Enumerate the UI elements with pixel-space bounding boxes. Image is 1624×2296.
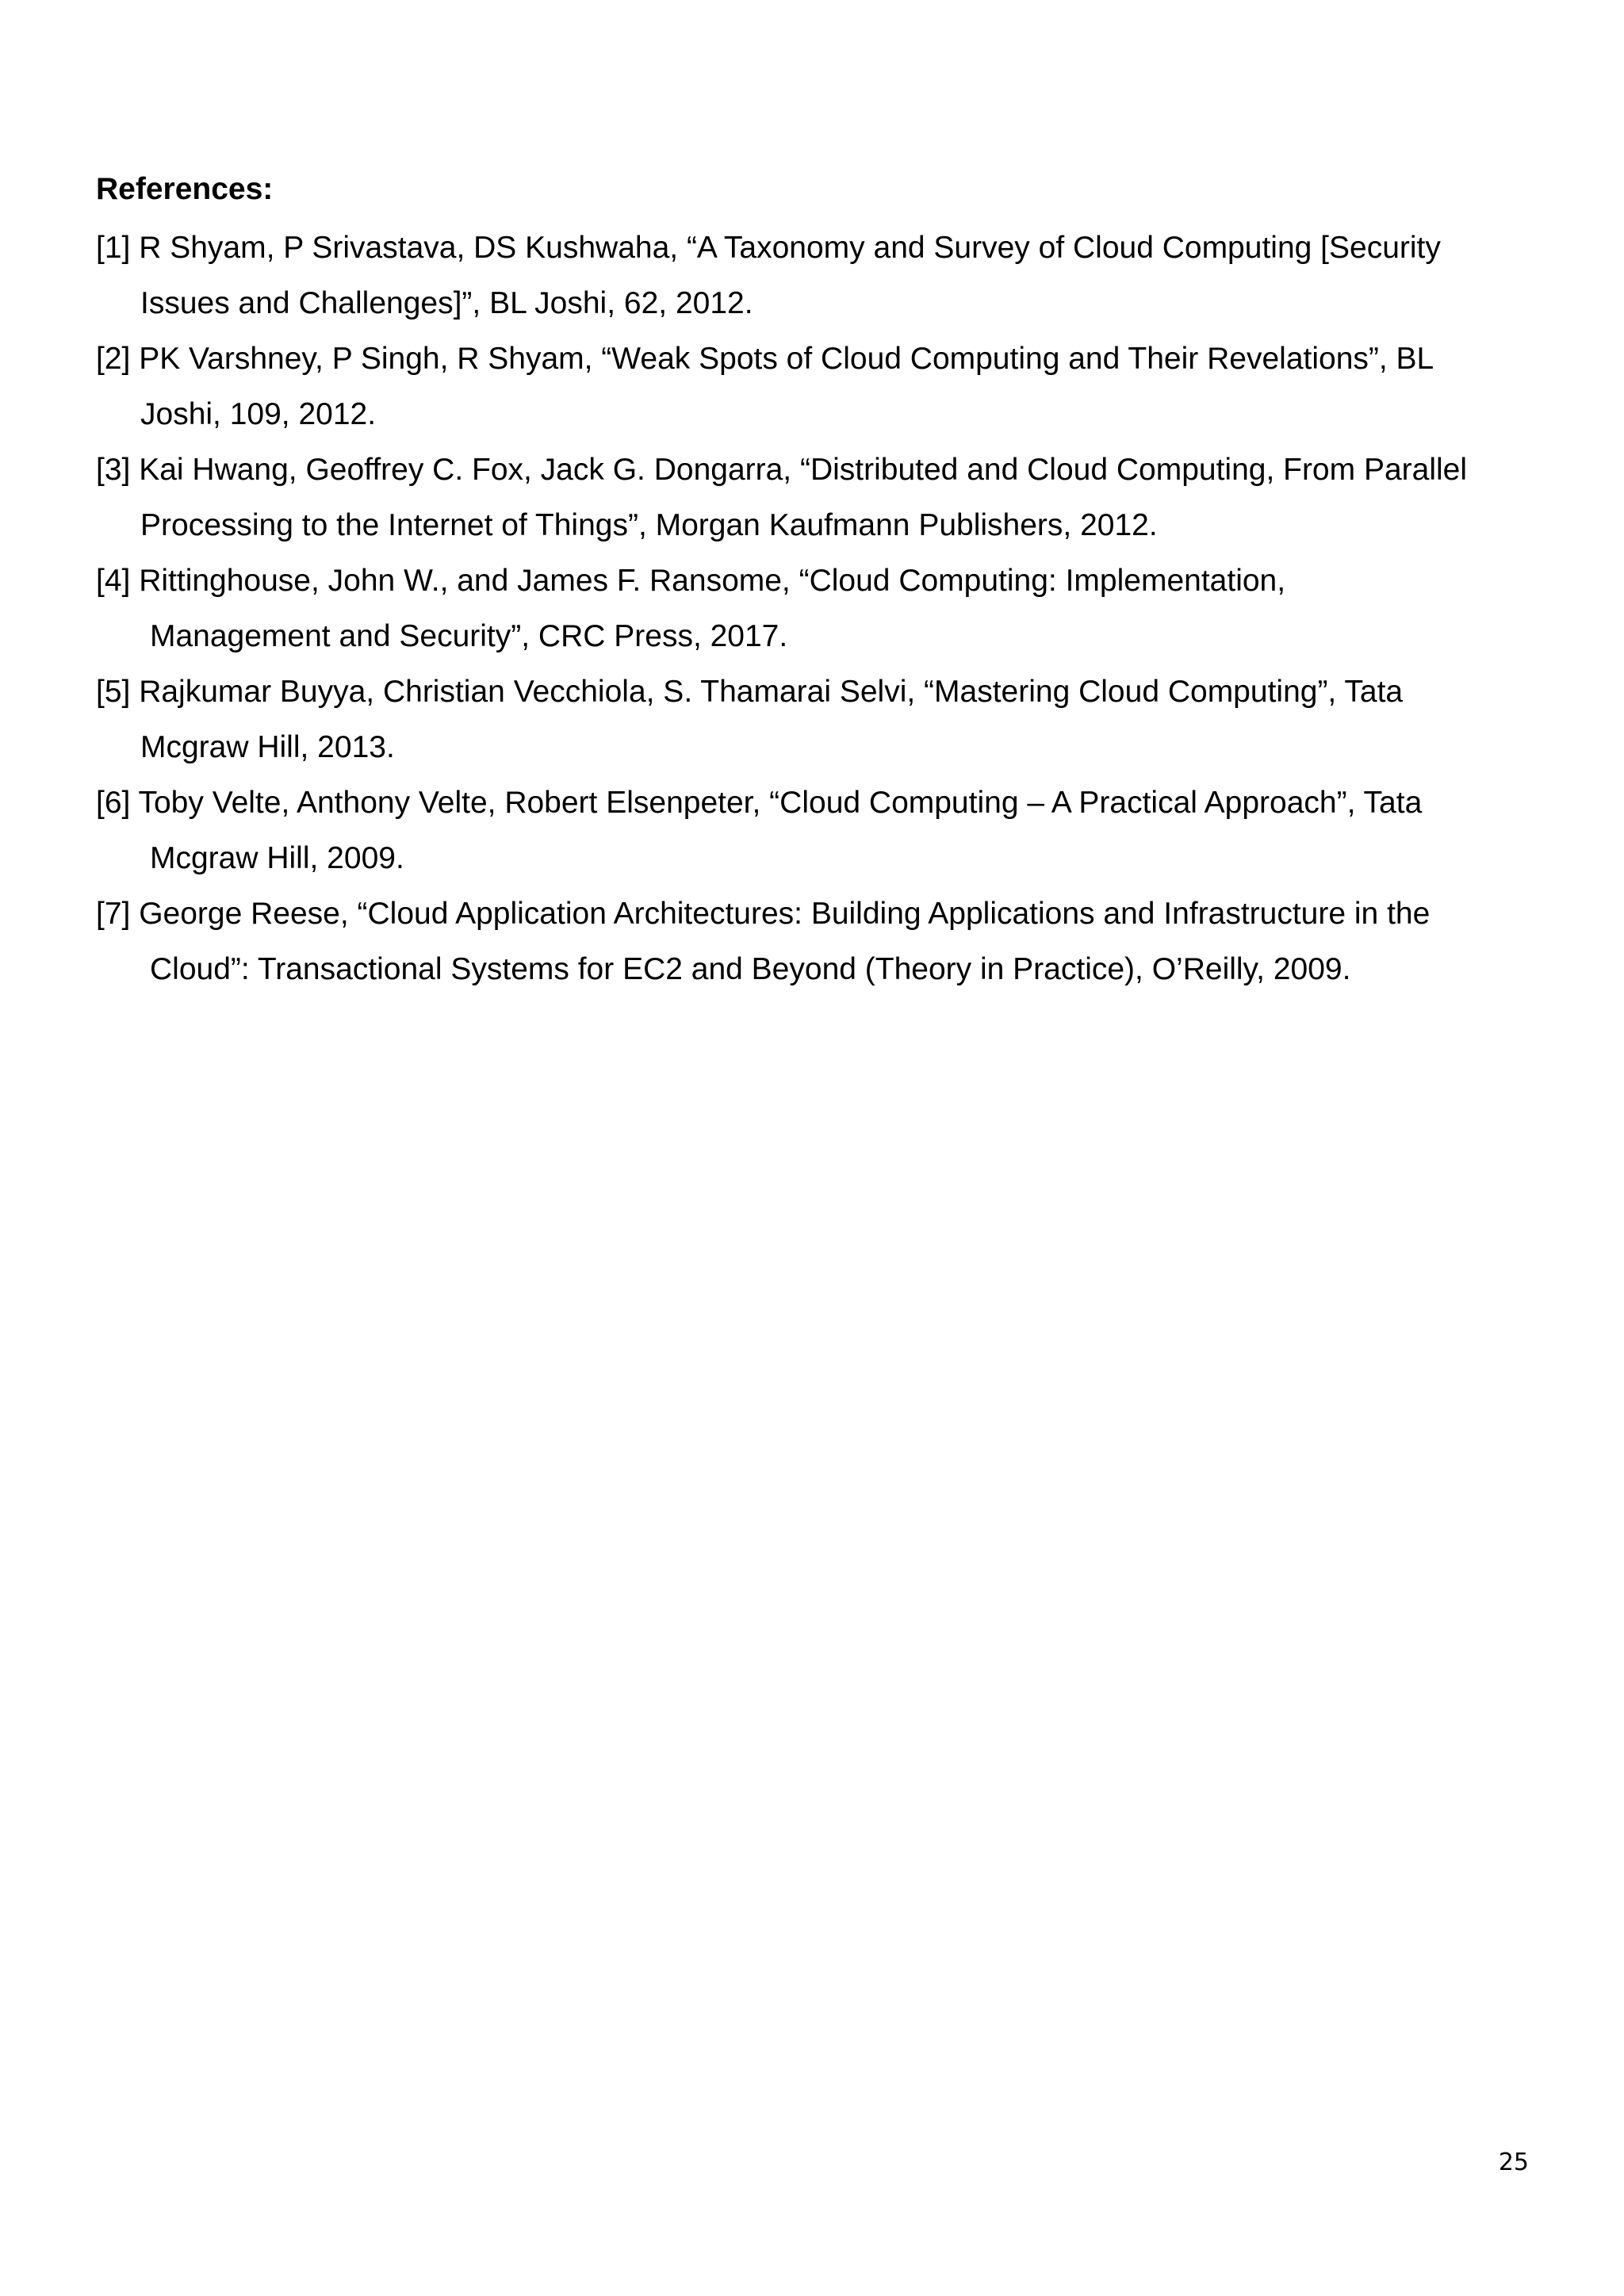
reference-line-continuation: Joshi, 109, 2012.: [140, 397, 377, 431]
reference-list: [96, 220, 1555, 997]
reference-line-continuation: Cloud”: Transactional Systems for EC2 and Beyond (Theory in Practice), O’Reilly, 2009.: [150, 952, 1351, 986]
reference-line: [7] George Reese, “Cloud Application Architectures: Building Applications and Infrastructure in the: [96, 897, 1431, 931]
reference-line: [5] Rajkumar Buyya, Christian Vecchiola, S. Thamarai Selvi, “Mastering Cloud Computing”, Tata: [96, 675, 1404, 709]
reference-item-7: [96, 886, 1555, 997]
reference-line-continuation: Issues and Challenges]”, BL Joshi, 62, 2012.: [140, 286, 753, 320]
reference-line-continuation: Mcgraw Hill, 2013.: [140, 730, 395, 764]
reference-line: [6] Toby Velte, Anthony Velte, Robert Elsenpeter, “Cloud Computing – A Practical Approach”, Tata: [96, 786, 1423, 820]
reference-item-1: [96, 220, 1555, 331]
references-heading: References:: [96, 172, 274, 206]
reference-item-4: [96, 553, 1555, 664]
reference-item-3: [96, 442, 1555, 553]
reference-line-continuation: Processing to the Internet of Things”, Morgan Kaufmann Publishers, 2012.: [140, 508, 1158, 542]
page-number: 25: [1498, 2149, 1529, 2176]
reference-item-6: [96, 775, 1555, 886]
reference-line: [2] PK Varshney, P Singh, R Shyam, “Weak Spots of Cloud Computing and Their Revelations”, BL: [96, 342, 1434, 376]
reference-item-2: [96, 331, 1555, 442]
reference-line: [1] R Shyam, P Srivastava, DS Kushwaha, “A Taxonomy and Survey of Cloud Computing [Security: [96, 231, 1441, 265]
reference-line: [3] Kai Hwang, Geoffrey C. Fox, Jack G. Dongarra, “Distributed and Cloud Computing, From Parallel: [96, 453, 1468, 487]
reference-item-5: [96, 664, 1555, 775]
reference-line-continuation: Mcgraw Hill, 2009.: [150, 841, 404, 875]
reference-line: [4] Rittinghouse, John W., and James F. Ransome, “Cloud Computing: Implementation,: [96, 564, 1286, 598]
reference-line-continuation: Management and Security”, CRC Press, 2017.: [150, 619, 788, 653]
